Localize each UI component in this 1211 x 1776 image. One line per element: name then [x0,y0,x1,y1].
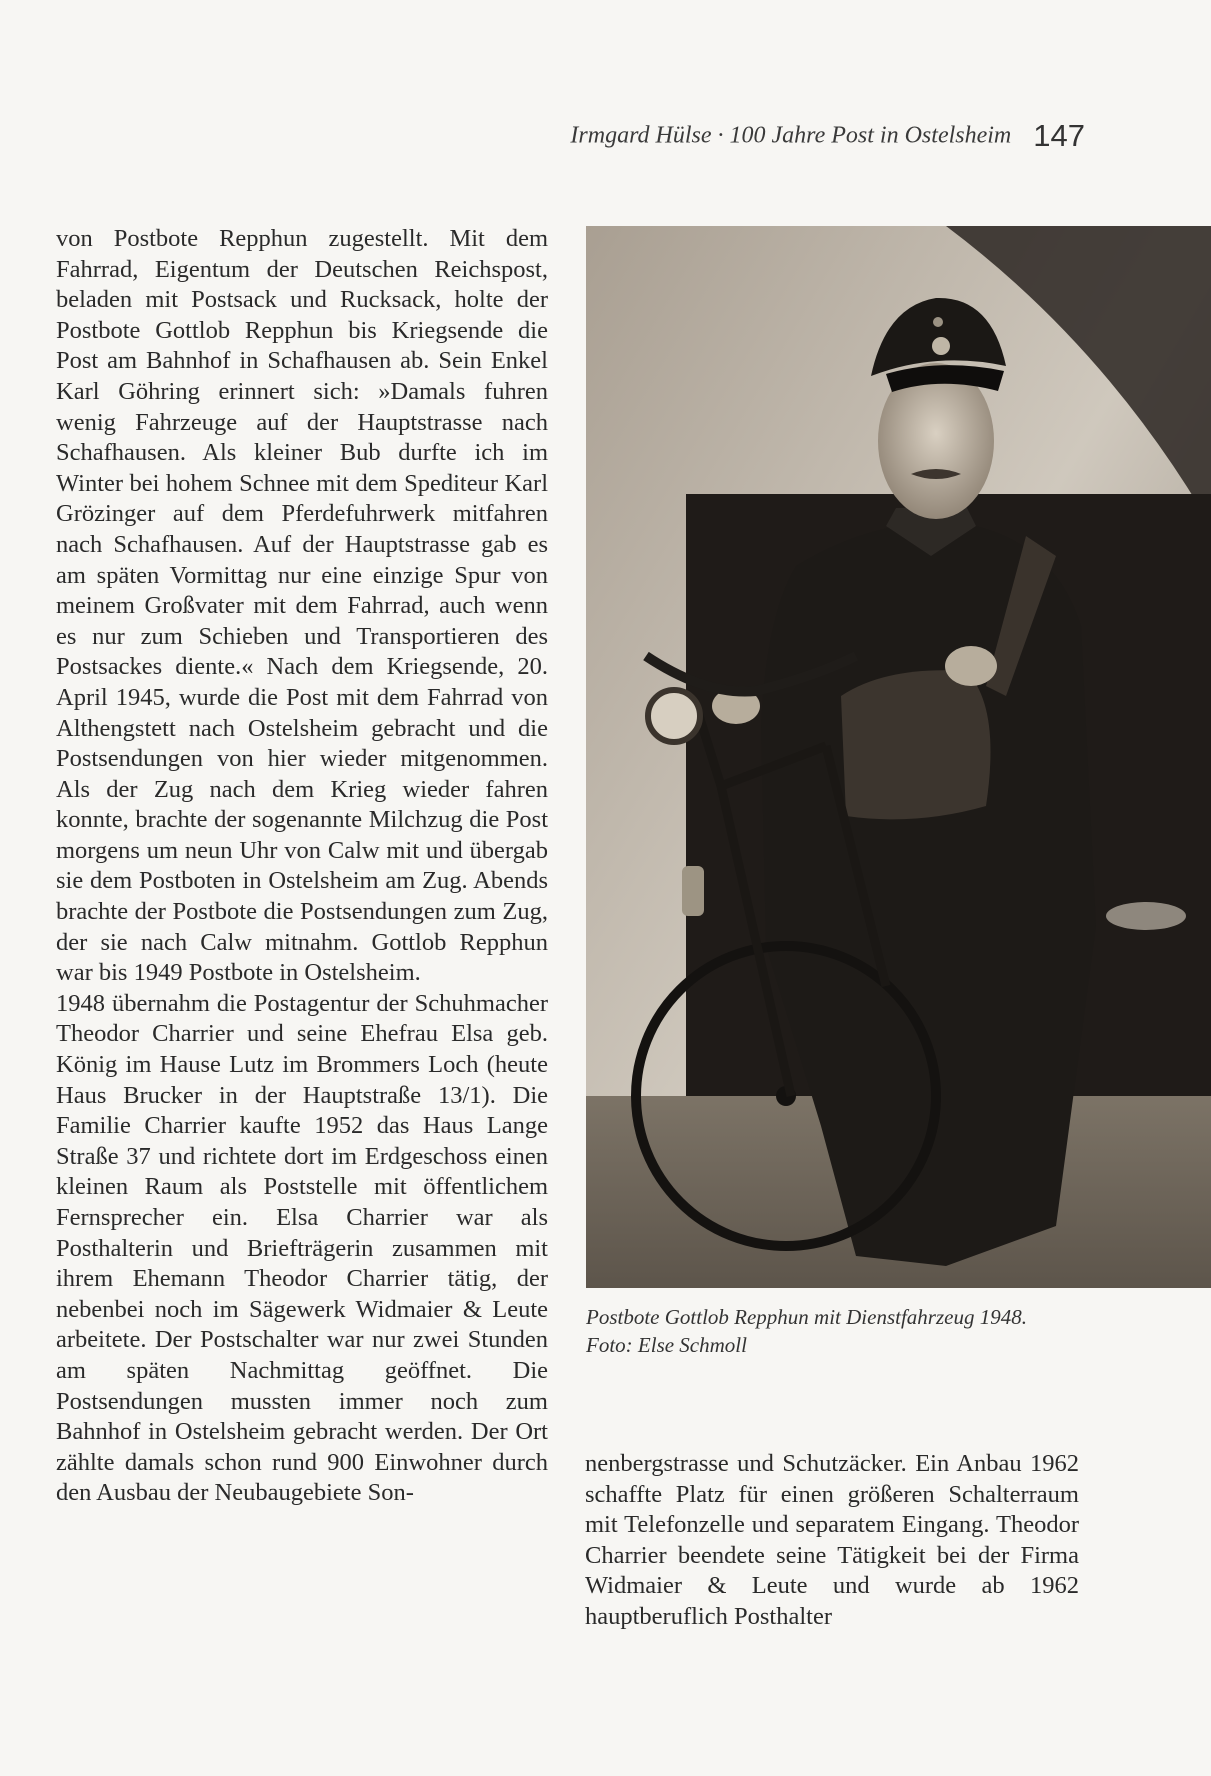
running-title: Irmgard Hülse · 100 Jahre Post in Ostelsheim [570,122,1012,149]
caption-title: Postbote Gottlob Repphun mit Dienstfahrzeug 1948. [586,1305,1027,1329]
headlamp [648,690,700,742]
running-header [0,118,1085,154]
body-paragraph: nenbergstrasse und Schutzäcker. Ein Anbau 1962 schaffte Platz für einen größeren Schalterraum mit Telefonzelle und separatem Eingang. Theodor Charrier beendete seine Tätigkeit bei der Firma Widmaier & Leute und wurde ab 1962 hauptberuflich Posthalter [585,1450,1079,1630]
body-paragraph: von Postbote Repphun zugestellt. Mit dem Fahrrad, Eigentum der Deutschen Reichspost, beladen mit Postsack und Rucksack, holte der Postbote Gottlob Repphun bis Kriegsende die Post am Bahnhof in Schafhausen ab. Sein Enkel Karl Göhring erinnert sich: »Damals fuhren wenig Fahrzeuge auf der Hauptstrasse nach Schafhausen. Als kleiner Bub durfte ich im Winter bei hohem Schnee mit dem Spediteur Karl Grözinger auf dem Pferdefuhrwerk mitfahren nach Schafhausen. Auf der Hauptstrasse gab es am späten Vormittag nur eine einzige Spur von meinem Großvater mit dem Fahrrad, auch wenn es nur zum Schieben und Transportieren des Postsackes diente.« Nach dem Kriegsende, 20. April 1945, wurde die Post mit dem Fahrrad von Althengstett nach Ostelsheim gebracht und die Postsendungen von hier wieder mitgenommen. Als der Zug nach dem Krieg wieder fahren konnte, brachte der sogenannte Milchzug die Post morgens um neun Uhr von Calw mit und übergab sie dem Postboten in Ostelsheim am Zug. Abends brachte der Postbote die Postsendungen zum Zug, der sie nach Calw mitnahm. Gottlob Repphun war bis 1949 Postbote in Ostelsheim. [56,225,548,987]
left-column [56,224,548,1509]
postman-photo-illustration [586,226,1211,1288]
photo-caption [586,1303,1186,1359]
page-number: 147 [1033,118,1085,153]
caption-credit: Foto: Else Schmoll [586,1333,747,1357]
historical-photo [586,226,1211,1288]
satchel [841,670,991,819]
right-column [585,1449,1079,1633]
body-paragraph: 1948 übernahm die Postagentur der Schuhmacher Theodor Charrier und seine Ehefrau Elsa geb. König im Hause Lutz im Brommers Loch (heute Haus Brucker in der Hauptstraße 13/1). Die Familie Charrier kaufte 1952 das Haus Lange Straße 37 und richtete dort im Erdgeschoss einen kleinen Raum als Poststelle mit öffentlichem Fernsprecher ein. Elsa Charrier war als Posthalterin und Briefträgerin zusammen mit ihrem Ehemann Theodor Charrier tätig, der nebenbei noch im Sägewerk Widmaier & Leute arbeitete. Der Postschalter war nur zwei Stunden am späten Nachmittag geöffnet. Die Postsendungen mussten immer noch zum Bahnhof in Ostelsheim gebracht werden. Der Ort zählte damals schon rund 900 Einwohner durch den Ausbau der Neubaugebiete Son- [56,989,548,1507]
